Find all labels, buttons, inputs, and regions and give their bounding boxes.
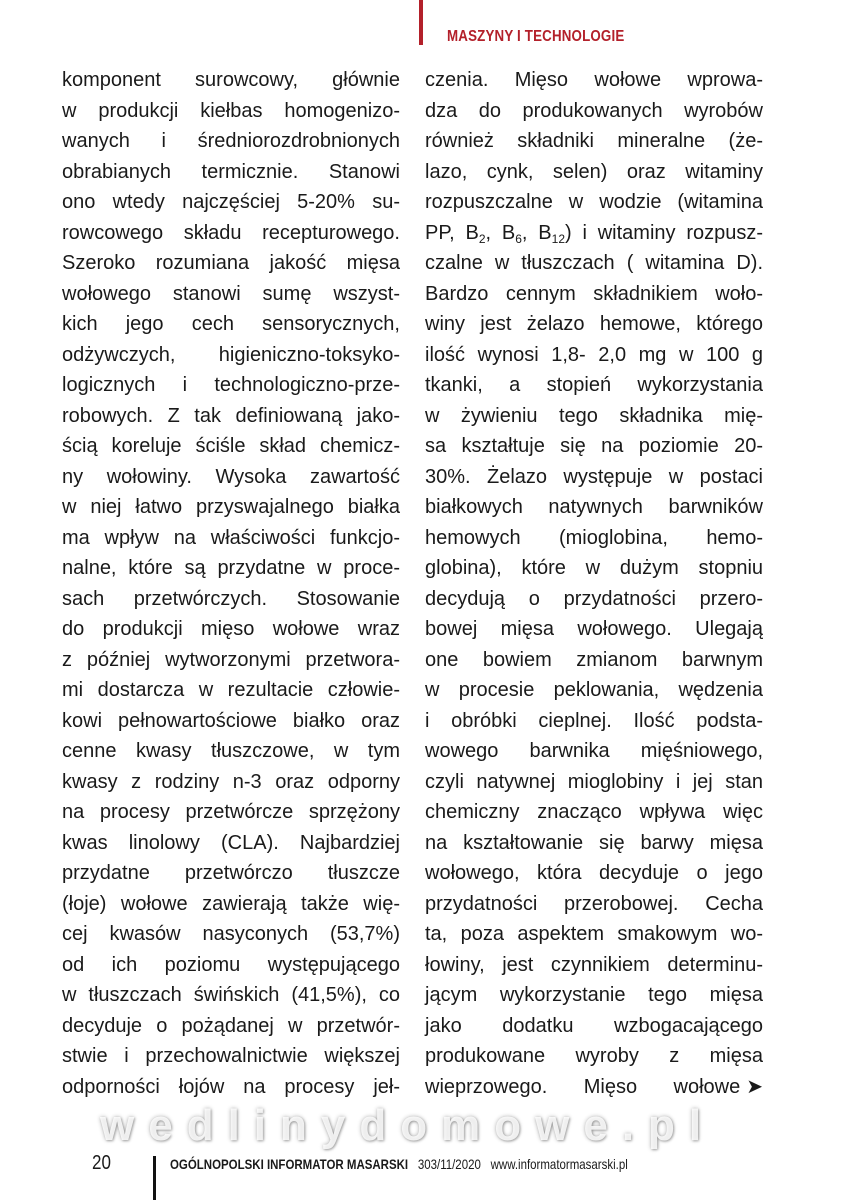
text-line-content xyxy=(62,431,400,462)
issue-number: 303/11/2020 xyxy=(417,1156,481,1172)
text-segment: dza do produkowanych wyrobów xyxy=(425,99,763,122)
text-line xyxy=(62,340,400,371)
text-segment: wołowego, która decyduje o jego xyxy=(425,862,763,884)
text-segment: w produkcji kiełbas homogenizo- xyxy=(62,99,400,122)
text-segment: wieprzowego. Mięso wołowe xyxy=(425,1075,741,1098)
text-line-content xyxy=(62,1011,400,1042)
text-line xyxy=(62,1011,400,1042)
text-line-content xyxy=(425,157,763,188)
text-line xyxy=(425,736,763,767)
text-line xyxy=(425,980,763,1011)
text-segment: odporności łojów na procesy jeł- xyxy=(62,1075,400,1098)
text-segment: łowiny, jest czynnikiem determinu- xyxy=(425,953,764,976)
text-line-content xyxy=(425,1011,763,1042)
subscript: 2 xyxy=(478,231,486,246)
text-segment: winy jest żelazo hemowe, którego xyxy=(425,313,763,335)
text-line xyxy=(62,614,400,645)
text-line-content xyxy=(62,584,400,615)
text-line xyxy=(62,584,400,615)
text-line xyxy=(62,462,400,493)
text-line-content xyxy=(425,187,763,218)
text-line xyxy=(62,218,400,249)
text-line xyxy=(62,553,400,584)
text-line-content xyxy=(425,919,763,950)
text-segment: odżywczych, higieniczno-toksyko- xyxy=(62,343,400,366)
text-line xyxy=(425,126,763,157)
text-line-content xyxy=(425,248,763,279)
text-line xyxy=(62,65,400,96)
text-line xyxy=(62,523,400,554)
text-line-content xyxy=(62,889,400,920)
text-line xyxy=(425,431,763,462)
text-line-content xyxy=(425,980,763,1011)
text-line xyxy=(425,1011,763,1042)
text-segment: z później wytworzonymi przetwora- xyxy=(62,648,400,671)
text-line-content xyxy=(62,126,400,157)
text-segment: ścią koreluje ściśle skład chemicz- xyxy=(62,435,400,457)
text-segment: przydatności przerobowej. Cecha xyxy=(425,892,764,915)
text-line-content xyxy=(425,614,763,645)
text-line xyxy=(62,370,400,401)
text-segment: ma wpływ na właściwości funkcjo- xyxy=(62,526,401,549)
text-line xyxy=(425,614,763,645)
text-line-content xyxy=(425,706,763,737)
text-line-content xyxy=(62,980,400,1011)
text-line xyxy=(62,248,400,279)
text-line-content xyxy=(62,950,400,981)
watermark: wedlinydomowe.pl xyxy=(100,1101,716,1150)
text-line-content xyxy=(425,523,763,554)
text-line xyxy=(425,340,763,371)
text-line xyxy=(62,980,400,1011)
text-line-content xyxy=(62,797,400,828)
text-line xyxy=(425,584,763,615)
text-line-content xyxy=(425,950,763,981)
text-line-content xyxy=(425,645,763,676)
subscript: 12 xyxy=(551,231,565,246)
text-line-content xyxy=(62,736,400,767)
text-segment: wowego barwnika mięśniowego, xyxy=(425,740,763,762)
text-line-content xyxy=(62,218,400,249)
text-line-content xyxy=(425,96,763,127)
text-segment: i obróbki cieplnej. Ilość podsta- xyxy=(425,709,763,732)
text-segment: robowych. Z tak definiowaną jako- xyxy=(62,404,401,427)
text-segment: w żywieniu tego składnika mię- xyxy=(425,404,764,427)
text-segment: czyli natywnej mioglobiny i jej stan xyxy=(425,770,764,793)
text-line xyxy=(425,65,763,96)
text-segment: w niej łatwo przyswajalnego białka xyxy=(62,496,400,518)
text-line xyxy=(62,431,400,462)
text-line xyxy=(62,736,400,767)
text-line-content xyxy=(425,462,763,493)
text-line-content xyxy=(62,828,400,859)
text-line-content xyxy=(62,919,400,950)
text-line-content xyxy=(425,126,763,157)
text-segment: białkowych natywnych barwników xyxy=(425,496,763,518)
text-line-content xyxy=(62,462,400,493)
text-line xyxy=(425,858,763,889)
text-segment: tkanki, a stopień wykorzystania xyxy=(425,374,763,396)
text-line xyxy=(425,218,763,249)
text-line-content xyxy=(62,370,400,401)
text-segment: ono wtedy najczęściej 5-20% su- xyxy=(62,191,400,213)
text-segment: wanych i średniorozdrobnionych xyxy=(62,130,400,152)
text-line-content xyxy=(62,340,400,371)
text-segment: rowcowego składu recepturowego. xyxy=(62,221,400,244)
text-column-left xyxy=(62,65,400,1102)
text-segment: globina), które w dużym stopniu xyxy=(425,557,764,579)
text-segment: lazo, cynk, selen) oraz witaminy xyxy=(425,160,764,183)
text-segment: również składniki mineralne (że- xyxy=(425,130,763,152)
text-segment: sach przetwórczych. Stosowanie xyxy=(62,587,400,610)
continue-arrow-icon: ➤ xyxy=(746,1075,763,1098)
text-line-content xyxy=(425,675,763,706)
text-line-content xyxy=(425,309,763,340)
text-line xyxy=(425,157,763,188)
text-line-content xyxy=(425,584,763,615)
text-line-content xyxy=(62,248,400,279)
text-segment: cej kwasów nasyconych (53,7%) xyxy=(62,923,401,945)
text-segment: ny wołowiny. Wysoka zawartość xyxy=(62,465,401,488)
footer-divider xyxy=(153,1156,156,1200)
text-segment: kich jego cech sensorycznych, xyxy=(62,313,400,335)
text-line xyxy=(62,126,400,157)
text-line-content xyxy=(62,279,400,310)
text-segment: ta, poza aspektem smakowym wo- xyxy=(425,923,763,945)
text-line-content xyxy=(62,553,400,584)
text-line-content xyxy=(62,614,400,645)
text-line xyxy=(62,858,400,889)
text-segment: Szeroko rozumiana jakość mięsa xyxy=(62,252,400,274)
text-line-content xyxy=(425,889,763,920)
text-segment: czalne w tłuszczach ( witamina D). xyxy=(425,252,763,274)
text-line xyxy=(425,96,763,127)
text-segment: komponent surowcowy, głównie xyxy=(62,69,400,91)
text-line xyxy=(425,462,763,493)
text-segment: hemowych (mioglobina, hemo- xyxy=(425,526,764,549)
text-segment: kowi pełnowartościowe białko oraz xyxy=(62,709,400,732)
text-line-content xyxy=(62,187,400,218)
text-segment: logicznych i technologiczno-prze- xyxy=(62,374,400,396)
text-line-content xyxy=(425,279,763,310)
text-segment: na procesy przetwórcze sprzężony xyxy=(62,801,401,823)
text-line-content xyxy=(62,65,400,96)
website-link[interactable]: www.informatormasarski.pl xyxy=(490,1156,628,1172)
text-line xyxy=(425,889,763,920)
text-line xyxy=(425,370,763,401)
text-line xyxy=(425,706,763,737)
text-segment: obrabianych termicznie. Stanowi xyxy=(62,160,400,183)
text-line-content xyxy=(62,492,400,523)
text-line-content xyxy=(425,828,763,859)
text-line xyxy=(425,797,763,828)
text-line xyxy=(62,492,400,523)
text-segment: 30%. Żelazo występuje w postaci xyxy=(425,465,763,488)
subscript: 6 xyxy=(515,231,522,246)
text-line xyxy=(425,828,763,859)
text-line-content xyxy=(62,1041,400,1072)
text-line-content xyxy=(425,1041,763,1072)
text-line-content xyxy=(425,492,763,523)
text-segment: , B xyxy=(521,221,552,244)
text-segment: na kształtowanie się barwy mięsa xyxy=(425,831,763,854)
text-line-content xyxy=(425,65,763,96)
text-line xyxy=(425,675,763,706)
text-line xyxy=(62,645,400,676)
text-line-content xyxy=(62,1072,400,1103)
text-segment: PP, B xyxy=(425,221,479,244)
text-line-content xyxy=(62,523,400,554)
text-line xyxy=(62,797,400,828)
text-line-content xyxy=(62,858,400,889)
text-line xyxy=(425,553,763,584)
text-line xyxy=(425,645,763,676)
text-line-content xyxy=(62,401,400,432)
text-segment: nalne, które są przydatne w proce- xyxy=(62,557,400,579)
text-line-content xyxy=(62,767,400,798)
header-accent-bar xyxy=(419,0,423,45)
text-segment: (łoje) wołowe zawierają także wię- xyxy=(62,892,400,915)
text-segment: do produkcji mięso wołowe wraz xyxy=(62,618,400,640)
text-line-content xyxy=(425,340,763,371)
text-segment: , B xyxy=(485,221,516,244)
text-line xyxy=(62,401,400,432)
text-line-content xyxy=(62,157,400,188)
text-line-content xyxy=(425,401,763,432)
text-line-content xyxy=(425,553,763,584)
text-line xyxy=(425,919,763,950)
text-line xyxy=(425,1072,763,1103)
text-line xyxy=(62,767,400,798)
section-title: MASZYNY I TECHNOLOGIE xyxy=(447,28,625,45)
text-line xyxy=(62,675,400,706)
text-segment: cenne kwasy tłuszczowe, w tym xyxy=(62,740,400,762)
text-line xyxy=(62,279,400,310)
text-segment: kwasy z rodziny n-3 oraz odporny xyxy=(62,770,401,793)
text-segment: w procesie peklowania, wędzenia xyxy=(425,679,763,701)
text-segment: w tłuszczach świńskich (41,5%), co xyxy=(62,984,401,1006)
text-segment: Bardzo cennym składnikiem woło- xyxy=(425,282,764,305)
text-line xyxy=(62,187,400,218)
text-column-right xyxy=(425,65,763,1102)
text-line-content xyxy=(425,797,763,828)
text-line xyxy=(425,767,763,798)
text-line xyxy=(425,187,763,218)
text-segment: mi dostarcza w rezultacie człowie- xyxy=(62,679,400,701)
text-line xyxy=(62,1041,400,1072)
text-segment: decydują o przydatności przero- xyxy=(425,587,763,610)
text-line xyxy=(62,157,400,188)
text-segment: jącym wykorzystanie tego mięsa xyxy=(425,984,763,1006)
text-segment: chemiczny znacząco wpływa więc xyxy=(425,801,764,823)
text-line-content xyxy=(62,675,400,706)
text-line xyxy=(425,309,763,340)
text-segment: rozpuszczalne w wodzie (witamina xyxy=(425,191,763,213)
footer xyxy=(170,1156,634,1172)
page-number: 20 xyxy=(92,1152,111,1174)
text-segment: jako dodatku wzbogacającego xyxy=(425,1014,764,1037)
text-line-content xyxy=(425,370,763,401)
text-line-content xyxy=(425,431,763,462)
text-line-content xyxy=(425,767,763,798)
text-line xyxy=(425,1041,763,1072)
text-line xyxy=(425,492,763,523)
text-line xyxy=(425,248,763,279)
text-segment: produkowane wyroby z mięsa xyxy=(425,1045,763,1067)
text-segment: kwas linolowy (CLA). Najbardziej xyxy=(62,831,400,854)
text-line xyxy=(62,96,400,127)
magazine-name: OGÓLNOPOLSKI INFORMATOR MASARSKI xyxy=(170,1156,409,1172)
text-line-content xyxy=(425,1072,763,1103)
text-line xyxy=(425,279,763,310)
text-line-content xyxy=(62,309,400,340)
text-line xyxy=(425,401,763,432)
text-segment: one bowiem zmianom barwnym xyxy=(425,648,763,671)
text-line-content xyxy=(425,858,763,889)
text-line xyxy=(62,889,400,920)
text-segment: bowej mięsa wołowego. Ulegają xyxy=(425,618,763,640)
text-segment: przydatne przetwórczo tłuszcze xyxy=(62,862,400,884)
text-line-content xyxy=(62,96,400,127)
text-segment: wołowego stanowi sumę wszyst- xyxy=(62,282,400,305)
text-line xyxy=(62,706,400,737)
text-segment: stwie i przechowalnictwie większej xyxy=(62,1045,401,1067)
text-line xyxy=(425,523,763,554)
text-line-content xyxy=(425,218,763,249)
text-line-content xyxy=(425,736,763,767)
text-line-content xyxy=(62,645,400,676)
text-line xyxy=(62,1072,400,1103)
text-line xyxy=(425,950,763,981)
text-line-content xyxy=(62,706,400,737)
text-segment: sa kształtuje się na poziomie 20- xyxy=(425,435,763,457)
text-segment: ) i witaminy rozpusz- xyxy=(565,221,764,244)
text-segment: od ich poziomu występującego xyxy=(62,953,400,976)
text-segment: czenia. Mięso wołowe wprowa- xyxy=(425,69,764,91)
text-segment: decyduje o pożądanej w przetwór- xyxy=(62,1014,400,1037)
text-segment: ilość wynosi 1,8- 2,0 mg w 100 g xyxy=(425,343,764,366)
text-line xyxy=(62,950,400,981)
text-line xyxy=(62,919,400,950)
text-line xyxy=(62,309,400,340)
text-line xyxy=(62,828,400,859)
